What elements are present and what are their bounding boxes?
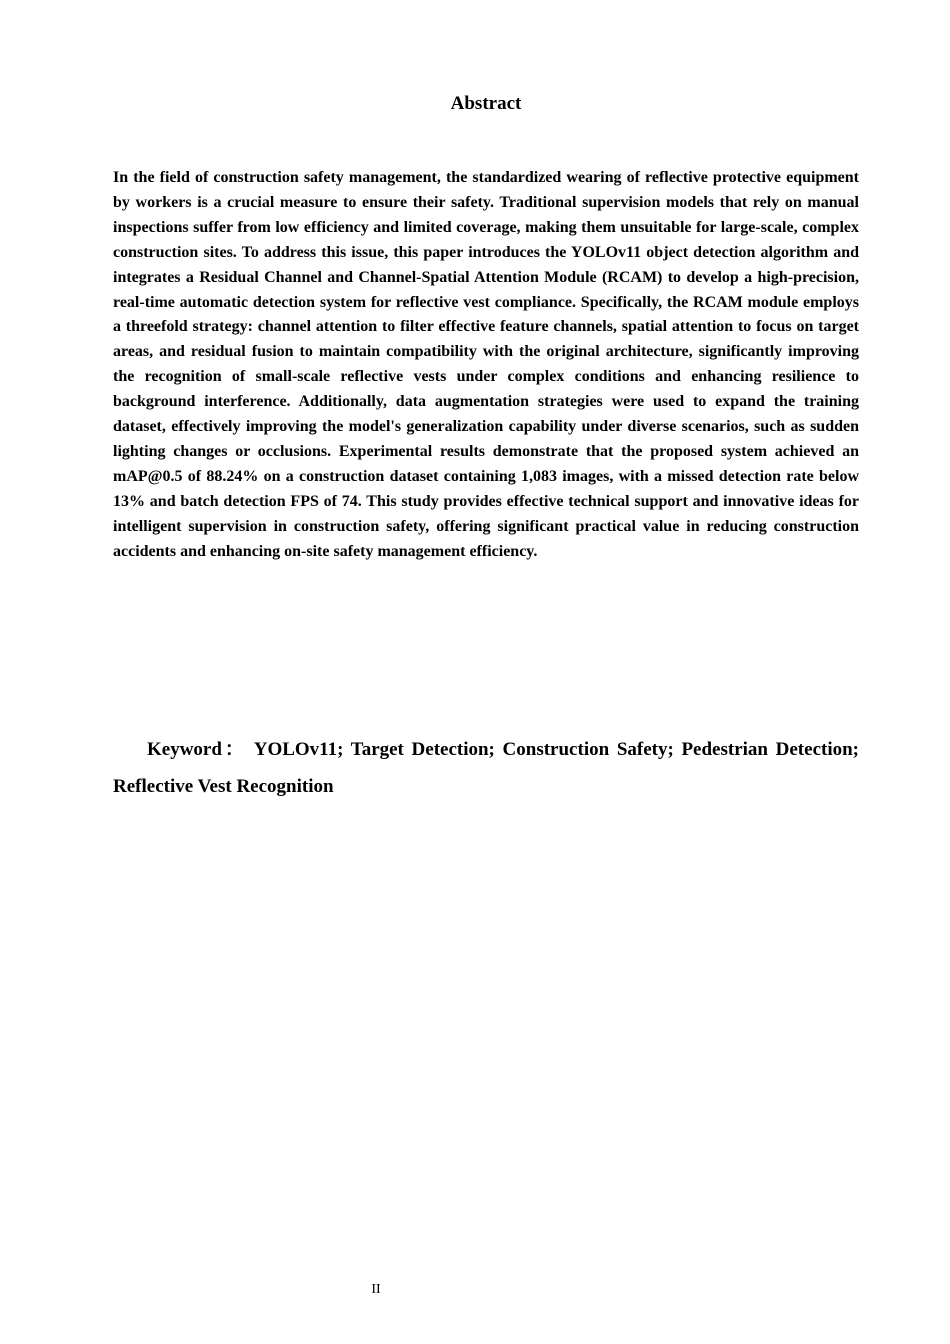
keywords-label: Keyword — [147, 739, 222, 760]
keywords-separator: ： — [221, 739, 247, 760]
page-number: II — [371, 1282, 381, 1297]
keywords-text: YOLOv11; Target Detection; Construction Safety; Pedestrian Detection; Reflective Vest Recognition — [113, 739, 859, 797]
abstract-title: Abstract — [450, 93, 522, 114]
abstract-body: In the field of construction safety management, the standardized wearing of reflective protective equipment by workers is a crucial measure to ensure their safety. Traditional supervision models that rely on manual inspections suffer from low efficiency and limited coverage, making them unsuitable for large-scale, complex construction sites. To address this issue, this paper introduces the YOLOv11 object detection algorithm and integrates a Residual Channel and Channel-Spatial Attention Module (RCAM) to develop a high-precision, real-time automatic detection system for reflective vest compliance. Specifically, the RCAM module employs a threefold strategy: channel attention to filter effective feature channels, spatial attention to focus on target areas, and residual fusion to maintain compatibility with the original architecture, significantly improving the recognition of small-scale reflective vests under complex conditions and enhancing resilience to background interference. Additionally, data augmentation strategies were used to expand the training dataset, effectively improving the model's generalization capability under diverse scenarios, such as sudden lighting changes or occlusions. Experimental results demonstrate that the proposed system achieved an mAP@0.5 of 88.24% on a construction dataset containing 1,083 images, with a missed detection rate below 13% and batch detection FPS of 74. This study provides effective technical support and innovative ideas for intelligent supervision in construction safety, offering significant practical value in reducing construction accidents and enhancing on-site safety management efficiency. — [113, 169, 859, 560]
keywords-paragraph — [113, 731, 859, 805]
